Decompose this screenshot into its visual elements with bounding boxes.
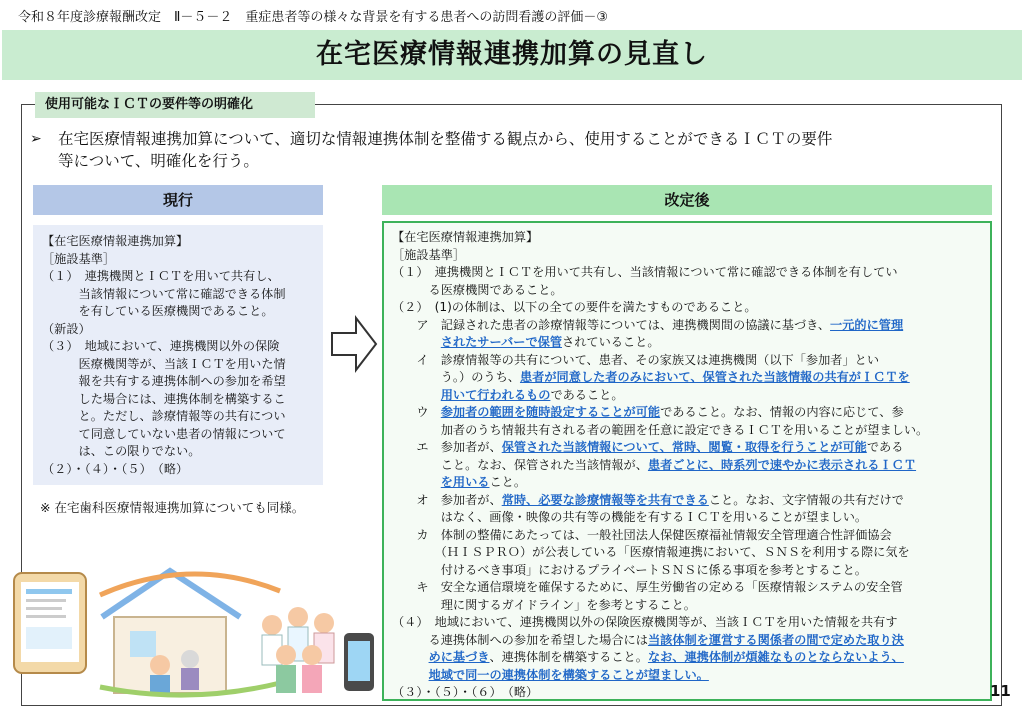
line-text: こと。なお、文字情報の共有だけで: [708, 492, 904, 507]
line-text: [392, 650, 429, 664]
highlighted-text: 参加者の範囲を随時設定することが可能: [440, 405, 661, 419]
revised-line: [392, 247, 465, 265]
current-line: ［施設基準］: [42, 251, 116, 266]
home-care-illustration: [10, 555, 380, 700]
current-line: は、この限りでない。: [42, 444, 201, 458]
line-text: 【在宅医療情報連携加算】: [392, 230, 539, 244]
highlighted-text: 保管された当該情報について、常時、閲覧・取得を行うことが可能: [501, 440, 867, 454]
revised-line: [392, 422, 928, 440]
line-text: 加者のうち情報共有される者の範囲を任意に設定できるＩＣＴを用いることが望ましい。: [392, 422, 929, 437]
line-text: オ 参加者が、: [392, 492, 502, 507]
revised-line: [392, 474, 526, 492]
revised-line: [392, 562, 867, 580]
line-text: イ 診療情報等の共有について、患者、その家族又は連携機関（以下「参加者」とい: [392, 352, 880, 367]
highlighted-text: 患者ごとに、時系列で速やかに表示されるＩＣＴ: [647, 457, 917, 472]
line-text: であること。なお、情報の内容に応じて、参: [660, 405, 904, 419]
revised-line: [392, 352, 879, 370]
section-tab: 使用可能なＩＣＴの要件等の明確化: [35, 92, 315, 118]
highlighted-text: 常時、必要な診療情報等を共有できる: [501, 492, 709, 507]
highlighted-text: 一元的に管理: [830, 317, 904, 332]
line-text: [392, 475, 441, 489]
revised-line: [392, 457, 916, 475]
line-text: はなく、画像・映像の共有等の機能を有するＩＣＴを用いることが望ましい。: [392, 510, 868, 524]
line-text: こと。なお、保管された当該情報が、: [392, 457, 648, 472]
line-text: [392, 335, 441, 349]
tablet-icon: [14, 573, 86, 673]
revised-line: [392, 264, 898, 282]
lead-line-1: 在宅医療情報連携加算について、適切な情報連携体制を整備する観点から、使用することができるＩＣＴの要件: [58, 130, 833, 148]
line-text: 、連携体制を構築すること。: [489, 650, 648, 664]
highlighted-text: めに基づき: [428, 650, 490, 664]
current-line: 報を共有する連携体制への参加を希望: [42, 374, 286, 388]
line-text: （３）・（５）・（６） （略）: [392, 685, 539, 699]
revised-line: [392, 492, 904, 510]
bullet-arrow-icon: ➢: [30, 131, 42, 147]
current-line: て同意していない患者の情報について: [42, 426, 286, 441]
lead-line-2: 等について、明確化を行う。: [58, 152, 259, 170]
highlighted-text: を用いる: [440, 475, 490, 489]
revised-line: [392, 597, 696, 615]
current-line: （新設）: [42, 321, 91, 336]
line-text: [392, 388, 441, 402]
revised-line: [392, 544, 910, 562]
current-line: 当該情報について常に確認できる体制: [42, 286, 286, 301]
highlighted-text: されたサーバーで保管: [440, 335, 563, 349]
revised-line: [392, 299, 757, 317]
revised-line: [392, 614, 898, 632]
line-text: （４） 地域において、連携機関以外の保険医療機関等が、当該ＩＣＴを用いた情報を共有す: [392, 615, 898, 629]
page-title: 在宅医療情報連携加算の見直し: [316, 39, 708, 70]
line-text: （２） (1)の体制は、以下の全ての要件を満たすものであること。: [392, 300, 757, 314]
header-breadcrumb: 令和８年度診療報酬改定 Ⅱ－５－２ 重症患者等の様々な背景を有する患者への訪問看護の評価－③: [18, 10, 609, 25]
title-banner: [2, 30, 1022, 80]
line-text: であること。: [550, 387, 624, 402]
current-line: と。ただし、診療情報等の共有につい: [42, 409, 286, 423]
line-text: る医療機関であること。: [392, 282, 563, 297]
current-heading: 現行: [33, 185, 323, 215]
current-line: （１） 連携機関とＩＣＴを用いて共有し、: [42, 269, 280, 283]
revised-line: [392, 369, 910, 387]
highlighted-text: 患者が同意した者のみにおいて、保管された当該情報の共有がＩＣＴを: [519, 370, 910, 384]
line-text: キ 安全な通信環境を確保するために、厚生労働省の定める「医療情報システムの安全管: [392, 580, 903, 594]
highlighted-text: なお、連携体制が煩雑なものとならないよう、: [647, 650, 904, 664]
revised-line: [392, 579, 903, 597]
line-text: エ 参加者が、: [392, 440, 502, 454]
line-text: 付けるべき事項」におけるプライベートＳＮＳに係る事項を参考とすること。: [392, 562, 867, 577]
line-text: 理に関するガイドライン」を参考とすること。: [392, 597, 696, 612]
line-text: う。）のうち、: [392, 370, 520, 384]
revised-line: [392, 439, 903, 457]
page-number: 11: [990, 682, 1011, 700]
line-text: ［施設基準］: [392, 247, 466, 262]
revised-line: [392, 317, 903, 335]
current-line: 医療機関等が、当該ＩＣＴを用いた情: [42, 356, 286, 371]
revised-line: [392, 667, 709, 685]
revised-line: [392, 282, 563, 300]
line-text: （１） 連携機関とＩＣＴを用いて共有し、当該情報について常に確認できる体制を有してい: [392, 265, 898, 279]
line-text: カ 体制の整備にあたっては、一般社団法人保健医療福祉情報安全管理適合性評価協会: [392, 527, 892, 542]
highlighted-text: 当該体制を運営する関係者の間で定めた取り決: [647, 632, 904, 647]
revised-heading: 改定後: [382, 185, 992, 215]
revised-line: [392, 684, 538, 702]
line-text: されていること。: [562, 335, 660, 349]
revised-line: [392, 649, 904, 667]
lead-paragraph: [30, 128, 1005, 172]
phone-icon: [344, 633, 374, 691]
revised-line: [392, 509, 867, 527]
current-line: を有している医療機関であること。: [42, 304, 274, 318]
revised-line: [392, 632, 904, 650]
revised-line: [392, 404, 904, 422]
line-text: （ＨＩＳＰＲＯ）が公表している「医療情報連携において、ＳＮＳを利用する際に気を: [392, 545, 910, 559]
highlighted-text: 用いて行われるもの: [440, 387, 551, 402]
highlighted-text: 地域で同一の連携体制を構築することが望ましい。: [428, 667, 709, 682]
line-text: ウ: [392, 405, 441, 419]
revised-line: [392, 387, 624, 405]
current-line: した場合には、連携体制を構築するこ: [42, 391, 286, 406]
line-text: である: [866, 440, 904, 454]
house-icon: [102, 571, 240, 693]
care-team-icon: [262, 607, 334, 693]
dental-note: ※ 在宅歯科医療情報連携加算についても同様。: [40, 500, 305, 515]
line-text: る連携体制への参加を希望した場合には: [392, 632, 648, 647]
revised-line: [392, 229, 538, 247]
revised-line: [392, 334, 660, 352]
line-text: こと。: [489, 475, 527, 489]
current-line: 【在宅医療情報連携加算】: [42, 234, 189, 248]
current-line: （３） 地域において、連携機関以外の保険: [42, 339, 280, 353]
line-text: [392, 668, 429, 682]
current-line: （２）・（４）・（５） （略）: [42, 461, 189, 476]
line-text: ア 記録された患者の診療情報等については、連携機関間の協議に基づき、: [392, 317, 831, 332]
revised-line: [392, 527, 892, 545]
right-arrow-icon: [330, 315, 378, 373]
